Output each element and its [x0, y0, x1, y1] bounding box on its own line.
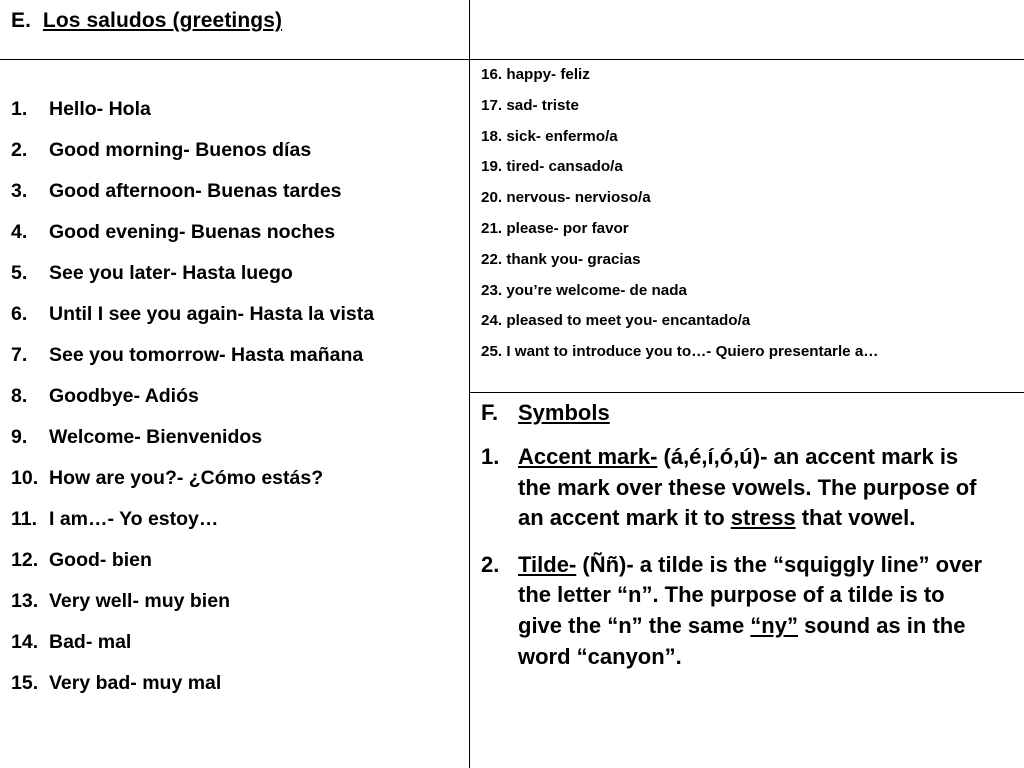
symbol-item-number: 1. — [481, 444, 500, 469]
greeting-number: 1. — [11, 98, 28, 120]
greeting-item — [11, 180, 466, 221]
vocab-item: 23. you’re welcome- de nada — [481, 281, 687, 299]
greeting-text: Very well- muy bien — [49, 590, 230, 612]
greeting-text: I am…- Yo estoy… — [49, 508, 219, 530]
vocab-item: 17. sad- triste — [481, 96, 579, 114]
accent-term: Accent mark- — [518, 444, 658, 469]
greeting-number: 14. — [11, 631, 39, 653]
tilde-term: Tilde- — [518, 551, 577, 577]
symbols-section — [481, 400, 1001, 688]
section-e-title: Los saludos (greetings) — [42, 9, 283, 32]
greeting-item — [11, 262, 466, 303]
greeting-number: 13. — [11, 590, 39, 612]
accent-text-a: (á,é,í,ó,ú)- an accent mark is the mark over these vowels. The purpose of an accent mark it to — [518, 444, 977, 531]
greeting-text: Until I see you again- Hasta la vista — [49, 303, 375, 325]
symbol-item-body — [518, 550, 988, 672]
left-header-rule — [0, 59, 469, 60]
vocab-item: 21. please- por favor — [481, 219, 629, 237]
greeting-number: 7. — [11, 344, 28, 366]
greeting-number: 11. — [11, 508, 38, 530]
greeting-number: 9. — [11, 426, 28, 448]
vocab-item: 25. I want to introduce you to…- Quiero presentarle a… — [481, 343, 879, 361]
greeting-text: Good morning- Buenos días — [49, 139, 312, 161]
vocab-list — [481, 66, 1016, 361]
greeting-item — [11, 590, 466, 631]
greeting-text: Good- bien — [49, 549, 152, 571]
greeting-item — [11, 344, 466, 385]
greeting-text: Bad- mal — [49, 631, 132, 653]
accent-text-b: that vowel. — [795, 505, 916, 531]
greeting-number: 4. — [11, 221, 28, 243]
greeting-number: 3. — [11, 180, 28, 202]
greeting-item — [11, 426, 466, 467]
greeting-number: 5. — [11, 262, 28, 284]
greeting-text: See you later- Hasta luego — [49, 262, 293, 284]
greetings-list — [11, 98, 466, 713]
greeting-text: Welcome- Bienvenidos — [49, 426, 263, 448]
greeting-item — [11, 631, 466, 672]
tilde-text-a: (Ññ)- a tilde is the “squiggly line” over the letter “n”. The purpose of a tilde is to give the “n” the same — [518, 551, 983, 638]
vocab-item: 19. tired- cansado/a — [481, 158, 623, 176]
greeting-item — [11, 303, 466, 344]
greeting-item — [11, 467, 466, 508]
greeting-item — [11, 139, 466, 180]
vocab-item: 22. thank you- gracias — [481, 250, 641, 268]
section-e-heading — [11, 9, 282, 33]
greeting-number: 6. — [11, 303, 28, 325]
symbols-heading — [481, 400, 1001, 442]
greeting-item — [11, 221, 466, 262]
greeting-text: Goodbye- Adiós — [49, 385, 199, 407]
right-header-rule — [469, 59, 1024, 60]
greeting-number: 10. — [11, 467, 39, 489]
greeting-number: 2. — [11, 139, 28, 161]
ny-word: “ny” — [750, 612, 798, 638]
greeting-text: See you tomorrow- Hasta mañana — [49, 344, 364, 366]
vocab-item: 24. pleased to meet you- encantado/a — [481, 312, 751, 330]
greeting-item — [11, 549, 466, 590]
greeting-number: 12. — [11, 549, 39, 571]
greeting-number: 8. — [11, 385, 28, 407]
tilde-text-b: sound as in the word “canyon”. — [518, 612, 966, 669]
symbol-item-number: 2. — [481, 551, 500, 577]
vocab-item: 20. nervous- nervioso/a — [481, 189, 651, 207]
vocab-item: 18. sick- enfermo/a — [481, 127, 618, 145]
section-f-title: Symbols — [518, 400, 610, 425]
greeting-text: Good evening- Buenas noches — [49, 221, 336, 243]
symbol-item-accent — [481, 442, 1001, 534]
greeting-text: Hello- Hola — [49, 98, 151, 120]
section-f-letter: F. — [481, 400, 499, 425]
column-divider — [469, 0, 470, 768]
right-section-rule — [469, 392, 1024, 393]
greeting-text: Very bad- muy mal — [49, 672, 222, 694]
stress-word: stress — [730, 505, 796, 531]
greeting-item — [11, 98, 466, 139]
vocab-item: 16. happy- feliz — [481, 66, 590, 83]
greeting-item — [11, 508, 466, 549]
greeting-number: 15. — [11, 672, 39, 694]
greeting-text: Good afternoon- Buenas tardes — [49, 180, 342, 202]
greeting-text: How are you?- ¿Cómo estás? — [49, 467, 324, 489]
symbol-item-body — [518, 442, 988, 534]
symbol-item-tilde — [481, 550, 1001, 672]
section-e-letter: E. — [11, 9, 32, 32]
greeting-item — [11, 672, 466, 713]
greeting-item — [11, 385, 466, 426]
